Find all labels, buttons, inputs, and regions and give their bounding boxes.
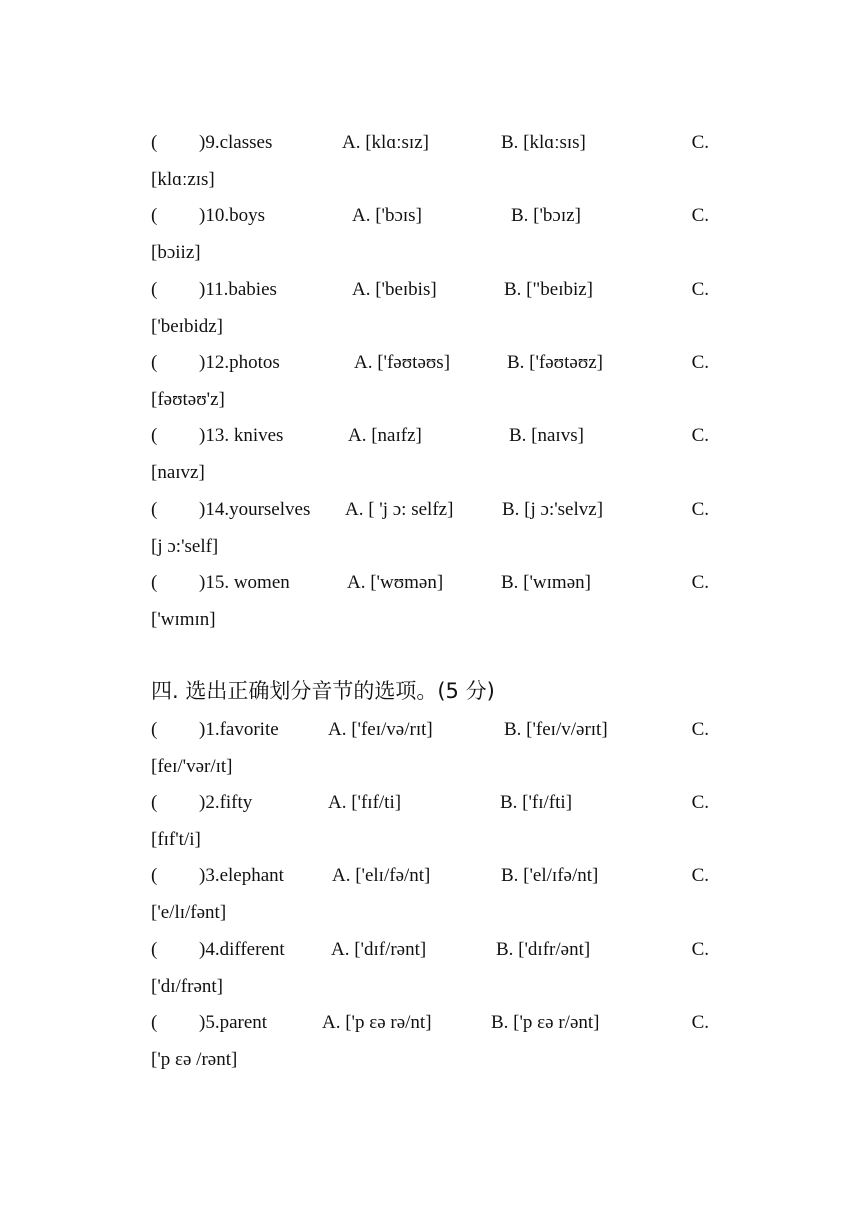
option-b: B. ['bɔɪz] (511, 205, 581, 226)
option-c: ['beɪbidz] (151, 316, 224, 337)
option-b: B. ["beɪbiz] (504, 279, 594, 300)
option-b: B. ['dɪfr/ənt] (496, 939, 591, 960)
option-c: [fɪf't/i] (151, 829, 201, 850)
option-a: A. ['bɔɪs] (352, 205, 422, 226)
option-a: A. [naɪfz] (348, 425, 422, 446)
question-word: )1.favorite (199, 719, 279, 740)
answer-paren-open: ( (151, 132, 158, 153)
answer-paren-open: ( (151, 939, 158, 960)
option-c-label: C. (691, 719, 709, 740)
question-5 (151, 1010, 711, 1084)
answer-paren-open: ( (151, 279, 158, 300)
question-word: )2.fifty (199, 792, 253, 813)
option-b: B. ['fəʊtəʊz] (507, 352, 604, 373)
option-c-label: C. (691, 865, 709, 886)
option-b: B. ['el/ɪfə/nt] (501, 865, 599, 886)
question-word: )13. knives (199, 425, 284, 446)
answer-paren-open: ( (151, 792, 158, 813)
option-c-label: C. (691, 132, 709, 153)
answer-paren-open: ( (151, 352, 158, 373)
option-c-label: C. (691, 939, 709, 960)
option-c-label: C. (691, 352, 709, 373)
question-word: )3.elephant (199, 865, 284, 886)
option-c-label: C. (691, 792, 709, 813)
option-b: B. [naɪvs] (509, 425, 584, 446)
question-10 (151, 203, 711, 277)
option-c-label: C. (691, 1012, 709, 1033)
question-13 (151, 423, 711, 497)
answer-paren-open: ( (151, 865, 158, 886)
answer-paren-open: ( (151, 1012, 158, 1033)
option-c: [feɪ/'vər/ɪt] (151, 756, 233, 777)
option-a: A. ['p εə rə/nt] (322, 1012, 432, 1033)
answer-paren-open: ( (151, 572, 158, 593)
option-a: A. [ 'j ɔ: selfz] (345, 499, 454, 520)
question-word: )5.parent (199, 1012, 268, 1033)
question-1 (151, 717, 711, 791)
option-b: B. [j ɔ:'selvz] (502, 499, 604, 520)
question-word: )14.yourselves (199, 499, 311, 520)
answer-paren-open: ( (151, 205, 158, 226)
option-c: ['dɪ/frənt] (151, 976, 224, 997)
option-c: ['wɪmɪn] (151, 609, 216, 630)
option-b: B. ['wɪmən] (501, 572, 591, 593)
option-a: A. ['fɪf/ti] (328, 792, 402, 813)
answer-paren-open: ( (151, 425, 158, 446)
option-c-label: C. (691, 499, 709, 520)
question-9 (151, 130, 711, 204)
option-a: A. ['beɪbis] (352, 279, 437, 300)
option-c: [bɔiiz] (151, 242, 201, 263)
option-c: [j ɔ:'self] (151, 536, 219, 557)
option-b: B. ['feɪ/v/ərɪt] (504, 719, 608, 740)
option-c: ['e/lɪ/fənt] (151, 902, 227, 923)
question-word: )12.photos (199, 352, 280, 373)
question-2 (151, 790, 711, 864)
question-word: )9.classes (199, 132, 273, 153)
option-a: A. [klɑːsɪz] (342, 132, 429, 153)
section-heading: 四. 选出正确划分音节的选项。(5 分) (151, 679, 495, 703)
question-word: )4.different (199, 939, 285, 960)
option-b: B. ['fɪ/fti] (500, 792, 573, 813)
question-14 (151, 497, 711, 571)
option-c-label: C. (691, 572, 709, 593)
question-11 (151, 277, 711, 351)
question-12 (151, 350, 711, 424)
answer-paren-open: ( (151, 719, 158, 740)
option-c-label: C. (691, 279, 709, 300)
question-4 (151, 937, 711, 1011)
question-word: )11.babies (199, 279, 277, 300)
option-c: ['p εə /rənt] (151, 1049, 238, 1070)
option-a: A. ['feɪ/və/rɪt] (328, 719, 433, 740)
answer-paren-open: ( (151, 499, 158, 520)
option-a: A. ['elɪ/fə/nt] (332, 865, 431, 886)
option-c-label: C. (691, 205, 709, 226)
option-a: A. ['wʊmən] (347, 572, 444, 593)
option-c: [fəʊtəʊ'z] (151, 389, 225, 410)
option-b: B. [klɑːsɪs] (501, 132, 586, 153)
option-b: B. ['p εə r/ənt] (491, 1012, 600, 1033)
option-a: A. ['fəʊtəʊs] (354, 352, 451, 373)
question-word: )10.boys (199, 205, 265, 226)
question-3 (151, 863, 711, 937)
option-c-label: C. (691, 425, 709, 446)
option-c: [klɑːzɪs] (151, 169, 215, 190)
question-word: )15. women (199, 572, 290, 593)
option-c: [naɪvz] (151, 462, 205, 483)
question-15 (151, 570, 711, 644)
option-a: A. ['dɪf/rənt] (331, 939, 427, 960)
